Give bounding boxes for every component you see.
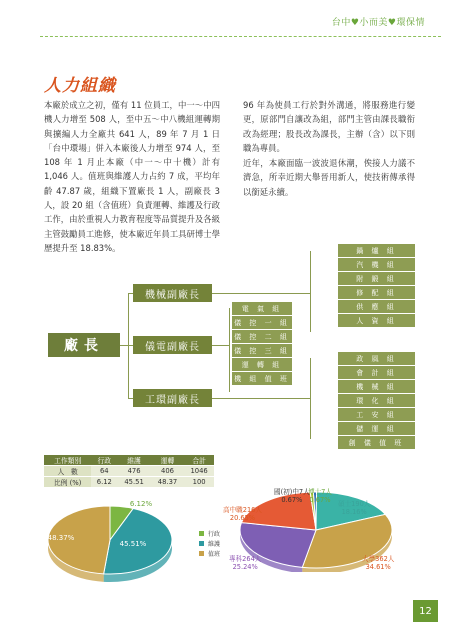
job-category-pie-chart [45,492,195,592]
education-data-label: 國(初)中7人 0.67% [274,488,310,504]
dept-operation: 運 轉 組 [232,358,292,371]
dept-maintenance: 修 配 組 [338,286,415,299]
dept-instrument-1: 儀 控 一 組 [232,316,292,329]
factory-director: 廠長 [48,333,120,357]
dept-turbine: 汽 機 組 [338,258,415,271]
deputy-engineering: 工環副廠長 [133,389,212,407]
legend-swatch [199,531,204,536]
table-header-row [44,455,214,466]
legend-item [199,549,220,558]
connector [310,358,311,439]
dept-instrument-2: 儀 控 二 組 [232,330,292,343]
reorg-paragraph: 96 年為使員工行於對外溝通，將服務進行變更，原部門自讓改為組，部門主管由課長職衔改為經理；股長改為課長，主辦（含）以下則職為專員。 [243,100,415,153]
dept-supply: 供 應 組 [338,300,415,313]
table-cell: 45.51 [117,477,150,488]
table-header: 合計 [184,455,214,466]
dept-instrument-3: 儀 控 三 組 [232,344,292,357]
dept-storage: 儲 運 組 [338,422,415,435]
dept-mechanical: 機 械 組 [338,380,415,393]
table-header: 維護 [117,455,150,466]
staff-table [44,455,214,487]
legend-swatch [199,551,204,556]
dept-boiler: 鍋 爐 組 [338,244,415,257]
legend-label: 維護 [208,541,221,548]
pie-data-label: 6.12% [129,500,153,508]
table-header: 運轉 [151,455,184,466]
table-cell: 6.12 [91,477,117,488]
connector [120,345,128,346]
table-cell: 1046 [184,466,214,477]
dept-shift: 創 儀 值 班 [338,436,415,449]
deputy-electrical: 儀電副廠長 [133,336,212,354]
connector [212,345,229,346]
education-data-label: 專科264人 25.24% [229,555,262,571]
connector [310,251,311,332]
table-cell: 476 [117,466,150,477]
education-data-label: 碩士190人 18.16% [338,500,371,516]
retirement-paragraph: 近年，本廠面臨一波波退休潮，俟接人力議不濟急，所幸近期大舉晉用新人，使技術傳承得以銜延永續。 [243,158,415,197]
legend-item [199,529,220,538]
table-header: 工作類別 [44,455,91,466]
connector [229,308,230,392]
dept-ethics: 政 風 組 [338,352,415,365]
table-cell: 人 數 [44,466,91,477]
legend-label: 值班 [208,551,221,558]
table-row [44,477,214,488]
pie-data-label: 45.51% [119,540,147,548]
table-header: 行政 [91,455,117,466]
dept-environment-chem: 環 化 組 [338,394,415,407]
legend-swatch [199,541,204,546]
dept-safety: 工 安 組 [338,408,415,421]
intro-paragraph: 本廠於成立之初，僅有 11 位員工，中一～中四機人力增至 508 人，至中五～中八機組運轉期與擴編人力全廠共 641 人，89 年 7 月 1 日「台中環場」併入本廠後人力增至 974 人，至 108 年 1 月止本廠（中一～中十機）計有 1,046 人。值班與維護人力占約 7 成，平均年齡 47.87 歲，組織下置廠長 1 人，副廠長 3 人，設 20 組（含值班）負責運轉、維護及行政工作，由於重視人力教育程度等品質提升及各級主管鼓勵員工進修，使本廠近年員工具研博士學歷提升至 18.83%。 [44,100,220,253]
legend-label: 行政 [208,531,221,538]
dept-accounting: 會 計 組 [338,366,415,379]
connector [212,398,310,399]
table-row [44,466,214,477]
page-number: 12 [413,600,438,622]
table-cell: 比例 (%) [44,477,91,488]
table-cell: 64 [91,466,117,477]
table-cell: 406 [151,466,184,477]
education-data-label: 大學362人 34.61% [362,555,395,571]
deputy-mechanical: 機械副廠長 [133,284,212,302]
dept-auxiliary: 附 鍛 組 [338,272,415,285]
dept-unit-shift: 機 組 值 班 [232,372,292,385]
dept-electrical: 電 氣 組 [232,302,292,315]
connector [212,293,310,294]
education-data-label: 高中職216人 20.65% [223,506,262,522]
dept-hr: 人 資 組 [338,314,415,327]
section-title: 人力組織 [44,76,116,96]
pie-data-label: 48.37% [47,534,75,542]
table-cell: 100 [184,477,214,488]
education-data-label: 博士7人 0.67% [308,488,332,504]
table-cell: 48.37 [151,477,184,488]
header-tagline: 台中♥小而美♥環保情 [331,18,425,28]
legend-item [199,539,220,548]
